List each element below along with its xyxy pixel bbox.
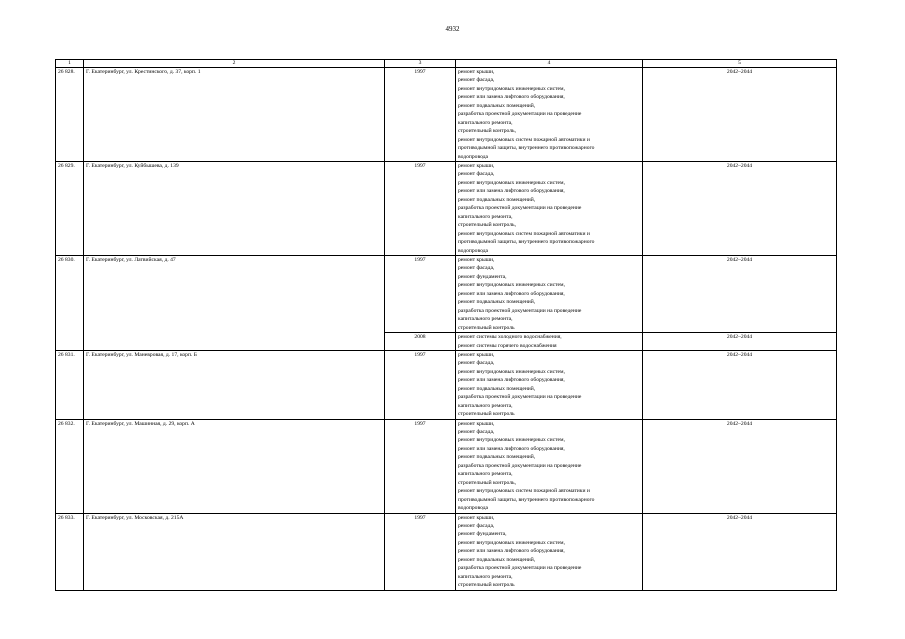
row-number: 26 829. xyxy=(56,161,84,255)
table-row xyxy=(56,350,837,419)
work-item: ремонт фундамента, xyxy=(458,273,507,280)
column-header: 5 xyxy=(643,60,837,68)
repair-schedule-table xyxy=(55,59,837,591)
work-item: водопровода xyxy=(458,505,489,512)
address-cell: Г. Екатеринбург, ул. Латвийская, д. 47 xyxy=(84,255,385,350)
work-item: ремонт фасада, xyxy=(458,265,495,272)
row-number: 26 828. xyxy=(56,68,84,162)
work-item: водопровода xyxy=(458,153,489,160)
period-cell: 2042–2044 xyxy=(643,350,837,419)
work-item: разработка проектной документации на проведение xyxy=(458,462,582,469)
work-item: ремонт внутридомовых систем пожарной автоматики и xyxy=(458,488,590,495)
work-item: ремонт фасада, xyxy=(458,171,495,178)
address-cell: Г. Екатеринбург, ул. Крестинского, д. 37, корп. 1 xyxy=(84,68,385,162)
work-item: ремонт фасада, xyxy=(458,77,495,84)
work-item: ремонт или замена лифтового оборудования, xyxy=(458,188,565,195)
works-cell xyxy=(456,68,643,162)
row-number: 26 831. xyxy=(56,350,84,419)
table-row xyxy=(56,419,837,513)
work-item: капитального ремонта, xyxy=(458,402,513,409)
work-item: водопровода xyxy=(458,247,489,254)
work-item: ремонт или замена лифтового оборудования, xyxy=(458,377,565,384)
work-item: строительный контроль xyxy=(458,411,515,418)
period-cell: 2042–2044 xyxy=(643,333,837,351)
year-cell: 1997 xyxy=(385,255,456,332)
work-item: ремонт или замена лифтового оборудования, xyxy=(458,548,565,555)
table-row xyxy=(56,161,837,255)
work-item: противодымной защиты, внутреннего противопожарного xyxy=(458,496,595,503)
address-cell: Г. Екатеринбург, ул. Куйбышева, д. 139 xyxy=(84,161,385,255)
work-item: ремонт крыши, xyxy=(458,514,495,521)
work-item: ремонт подвальных помещений, xyxy=(458,454,536,461)
work-item: ремонт крыши, xyxy=(458,256,495,263)
period-cell: 2042–2044 xyxy=(643,161,837,255)
works-cell xyxy=(456,419,643,513)
year-cell: 1997 xyxy=(385,350,456,419)
table-row xyxy=(56,68,837,162)
row-number: 26 832. xyxy=(56,419,84,513)
work-item: ремонт фасада, xyxy=(458,360,495,367)
column-number-row xyxy=(56,60,837,68)
work-item: ремонт системы холодного водоснабжения, xyxy=(458,334,562,341)
works-cell xyxy=(456,513,643,590)
column-header: 3 xyxy=(385,60,456,68)
period-cell: 2042–2044 xyxy=(643,68,837,162)
work-item: ремонт внутридомовых инженерных систем, xyxy=(458,282,565,289)
works-cell xyxy=(456,350,643,419)
work-item: ремонт крыши, xyxy=(458,351,495,358)
work-item: ремонт подвальных помещений, xyxy=(458,196,536,203)
work-item: ремонт внутридомовых инженерных систем, xyxy=(458,437,565,444)
work-item: ремонт внутридомовых систем пожарной автоматики и xyxy=(458,230,590,237)
work-item: разработка проектной документации на проведение xyxy=(458,205,582,212)
column-header: 2 xyxy=(84,60,385,68)
work-item: капитального ремонта, xyxy=(458,213,513,220)
table-row xyxy=(56,513,837,590)
work-item: ремонт подвальных помещений, xyxy=(458,385,536,392)
work-item: ремонт внутридомовых инженерных систем, xyxy=(458,85,565,92)
work-item: разработка проектной документации на проведение xyxy=(458,565,582,572)
address-cell: Г. Екатеринбург, ул. Машинная, д. 29, корп. А xyxy=(84,419,385,513)
work-item: ремонт подвальных помещений, xyxy=(458,102,536,109)
work-item: ремонт фасада, xyxy=(458,429,495,436)
work-item: строительный контроль, xyxy=(458,128,516,135)
row-number: 26 830. xyxy=(56,255,84,350)
page-number: 4932 xyxy=(445,25,460,33)
work-item: ремонт крыши, xyxy=(458,69,495,75)
work-item: капитального ремонта, xyxy=(458,573,513,580)
work-item: ремонт системы горячего водоснабжения xyxy=(458,342,557,349)
work-item: ремонт крыши, xyxy=(458,420,495,427)
work-item: капитального ремонта, xyxy=(458,471,513,478)
year-cell: 1997 xyxy=(385,161,456,255)
address-cell: Г. Екатеринбург, ул. Маневровая, д. 17, корп. Б xyxy=(84,350,385,419)
work-item: строительный контроль xyxy=(458,582,515,589)
work-item: ремонт или замена лифтового оборудования, xyxy=(458,94,565,101)
work-item: строительный контроль, xyxy=(458,479,516,486)
work-item: разработка проектной документации на проведение xyxy=(458,307,582,314)
year-cell: 1997 xyxy=(385,419,456,513)
year-cell: 2008 xyxy=(385,333,456,351)
work-item: ремонт внутридомовых инженерных систем, xyxy=(458,179,565,186)
work-item: ремонт подвальных помещений, xyxy=(458,556,536,563)
work-item: капитального ремонта, xyxy=(458,316,513,323)
work-item: строительный контроль, xyxy=(458,222,516,229)
work-item: противодымной защиты, внутреннего противопожарного xyxy=(458,145,595,152)
row-number: 26 833. xyxy=(56,513,84,590)
work-item: разработка проектной документации на проведение xyxy=(458,111,582,118)
column-header: 4 xyxy=(456,60,643,68)
works-cell xyxy=(456,161,643,255)
work-item: ремонт внутридомовых систем пожарной автоматики и xyxy=(458,136,590,143)
year-cell: 1997 xyxy=(385,68,456,162)
column-header: 1 xyxy=(56,60,84,68)
work-item: капитального ремонта, xyxy=(458,119,513,126)
year-cell: 1997 xyxy=(385,513,456,590)
work-item: ремонт фасада, xyxy=(458,523,495,530)
work-item: строительный контроль xyxy=(458,324,515,331)
period-cell: 2042–2044 xyxy=(643,255,837,332)
works-cell xyxy=(456,255,643,332)
work-item: противодымной защиты, внутреннего противопожарного xyxy=(458,239,595,246)
table-row xyxy=(56,255,837,332)
work-item: ремонт крыши, xyxy=(458,162,495,169)
work-item: ремонт подвальных помещений, xyxy=(458,299,536,306)
work-item: ремонт или замена лифтового оборудования, xyxy=(458,290,565,297)
period-cell: 2042–2044 xyxy=(643,513,837,590)
works-cell xyxy=(456,333,643,351)
work-item: ремонт внутридомовых инженерных систем, xyxy=(458,539,565,546)
work-item: ремонт внутридомовых инженерных систем, xyxy=(458,368,565,375)
work-item: ремонт фундамента, xyxy=(458,531,507,538)
work-item: разработка проектной документации на проведение xyxy=(458,394,582,401)
work-item: ремонт или замена лифтового оборудования, xyxy=(458,445,565,452)
address-cell: Г. Екатеринбург, ул. Московская, д. 215А xyxy=(84,513,385,590)
period-cell: 2042–2044 xyxy=(643,419,837,513)
